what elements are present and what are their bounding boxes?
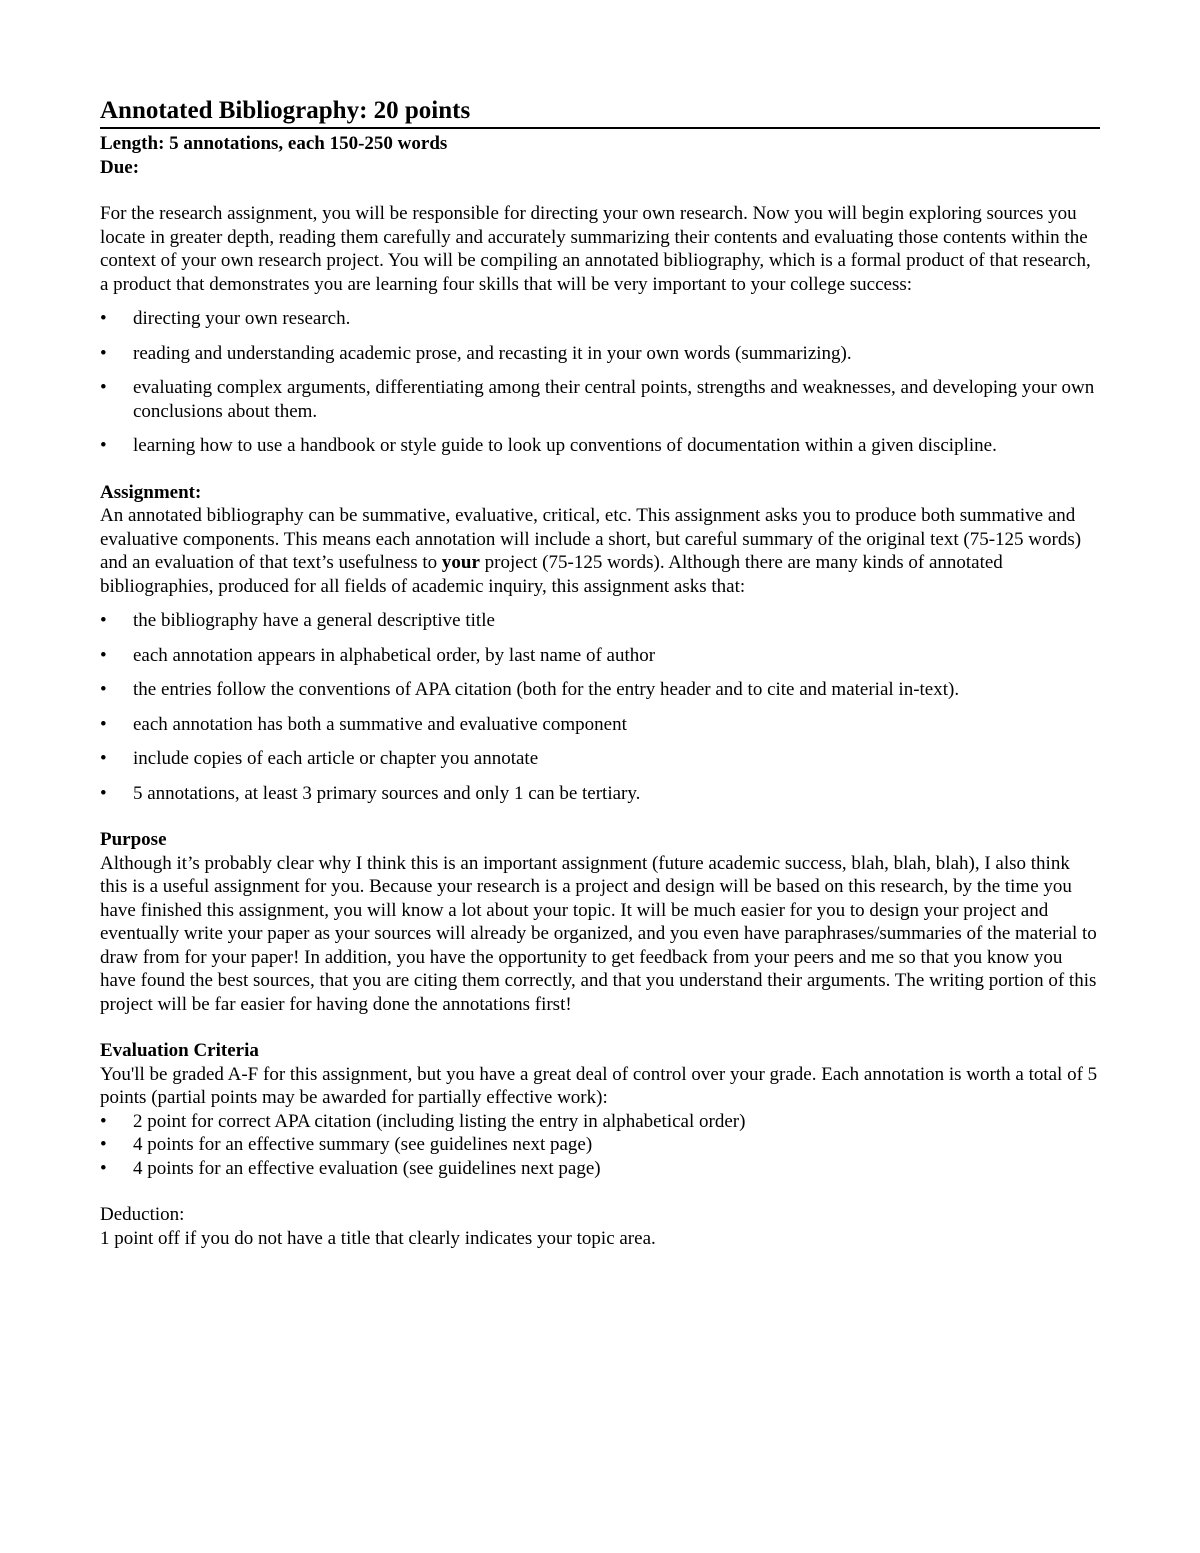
list-item-text: the bibliography have a general descriptive title — [133, 610, 495, 631]
evaluation-paragraph: You'll be graded A-F for this assignment, but you have a great deal of control over your grade. Each annotation is worth a total of 5 points (partial points may be awarded for partially effective work): — [100, 1063, 1098, 1108]
purpose-section — [100, 828, 1100, 1016]
bullet-icon: • — [100, 1134, 107, 1155]
bullet-icon: • — [100, 748, 107, 769]
document-page — [100, 96, 1100, 1250]
list-item — [100, 782, 1100, 806]
deduction-heading: Deduction: — [100, 1204, 185, 1225]
bullet-icon: • — [100, 377, 107, 398]
list-item — [100, 1110, 1100, 1134]
bullet-icon: • — [100, 308, 107, 329]
assignment-text-end: project (75-125 words). Although there are many kinds of annotated bibliographies, produced for all fields of academic inquiry, this assignment asks that: — [100, 552, 1003, 597]
deduction-section — [100, 1203, 1100, 1250]
list-item — [100, 1157, 1100, 1181]
list-item — [100, 307, 1100, 331]
assignment-paragraph — [100, 504, 1100, 598]
assignment-heading: Assignment: — [100, 481, 202, 503]
list-item-text: learning how to use a handbook or style guide to look up conventions of documentation within a given discipline. — [133, 435, 997, 456]
deduction-paragraph: 1 point off if you do not have a title that clearly indicates your topic area. — [100, 1227, 656, 1249]
bullet-icon: • — [100, 782, 107, 804]
evaluation-section — [100, 1039, 1100, 1180]
list-item-text: each annotation has both a summative and evaluative component — [133, 713, 627, 735]
list-item-text: each annotation appears in alphabetical order, by last name of author — [133, 644, 656, 666]
bullet-icon: • — [100, 435, 107, 456]
purpose-heading: Purpose — [100, 829, 167, 850]
bullet-icon: • — [100, 1157, 107, 1179]
assignment-text-start: An annotated bibliography can be summative, evaluative, critical, etc. This assignment asks you to produce both summative and evaluative components. This means each annotation will include a short, but careful summary of the original text (75-125 words) and an evaluation of that text’s usefulness to — [100, 505, 1082, 573]
list-item — [100, 376, 1100, 423]
skills-list — [100, 307, 1100, 458]
bullet-icon: • — [100, 1110, 107, 1132]
list-item — [100, 342, 1100, 366]
list-item-text: 5 annotations, at least 3 primary sources and only 1 can be tertiary. — [133, 782, 641, 804]
list-item — [100, 713, 1100, 737]
list-item-text: reading and understanding academic prose, and recasting it in your own words (summarizing). — [133, 342, 852, 364]
list-item-text: directing your own research. — [133, 308, 351, 329]
criteria-list — [100, 1110, 1100, 1181]
list-item — [100, 1133, 1100, 1157]
requirements-list — [100, 609, 1100, 805]
list-item-text: 2 point for correct APA citation (including listing the entry in alphabetical order) — [133, 1110, 746, 1132]
list-item-text: evaluating complex arguments, differentiating among their central points, strengths and weaknesses, and developing your own conclusions about them. — [133, 377, 1095, 422]
list-item-text: the entries follow the conventions of APA citation (both for the entry header and to cite and material in-text). — [133, 679, 960, 700]
bullet-icon: • — [100, 610, 107, 631]
bullet-icon: • — [100, 342, 107, 364]
list-item — [100, 609, 1100, 633]
list-item-text: 4 points for an effective evaluation (see guidelines next page) — [133, 1157, 601, 1179]
assignment-emphasis: your — [441, 552, 480, 573]
due-line: Due: — [100, 156, 140, 178]
assignment-section — [100, 481, 1100, 806]
length-line: Length: 5 annotations, each 150-250 words — [100, 133, 448, 154]
list-item — [100, 434, 1100, 458]
bullet-icon: • — [100, 644, 107, 666]
purpose-paragraph: Although it’s probably clear why I think this is an important assignment (future academic success, blah, blah, blah), I also think this is a useful assignment for you. Because your research is a project and design will be based on this research, by the time you have finished this assignment, you will know a lot about your topic. It will be much easier for you to design your project and eventually write your paper as your sources will already be organized, and you even have paraphrases/summaries of the material to draw from for your paper! In addition, you have the opportunity to get feedback from your peers and me so that you know you have found the best sources, that you are citing them correctly, and that you understand their arguments. The writing portion of this project will be far easier for having done the annotations first! — [100, 852, 1097, 1015]
list-item-text: 4 points for an effective summary (see guidelines next page) — [133, 1134, 593, 1155]
document-title: Annotated Bibliography: 20 points — [100, 96, 1100, 129]
evaluation-heading: Evaluation Criteria — [100, 1040, 259, 1061]
bullet-icon: • — [100, 679, 107, 700]
intro-paragraph: For the research assignment, you will be responsible for directing your own research. Now you will begin exploring sources you locate in greater depth, reading them carefully and accurately summarizing their contents and evaluating those contents within the context of your own research project. You will be compiling an annotated bibliography, which is a formal product of that research, a product that demonstrates you are learning four skills that will be very important to your college success: — [100, 203, 1091, 295]
bullet-icon: • — [100, 713, 107, 735]
list-item — [100, 644, 1100, 668]
list-item — [100, 747, 1100, 771]
list-item — [100, 678, 1100, 702]
list-item-text: include copies of each article or chapter you annotate — [133, 748, 539, 769]
